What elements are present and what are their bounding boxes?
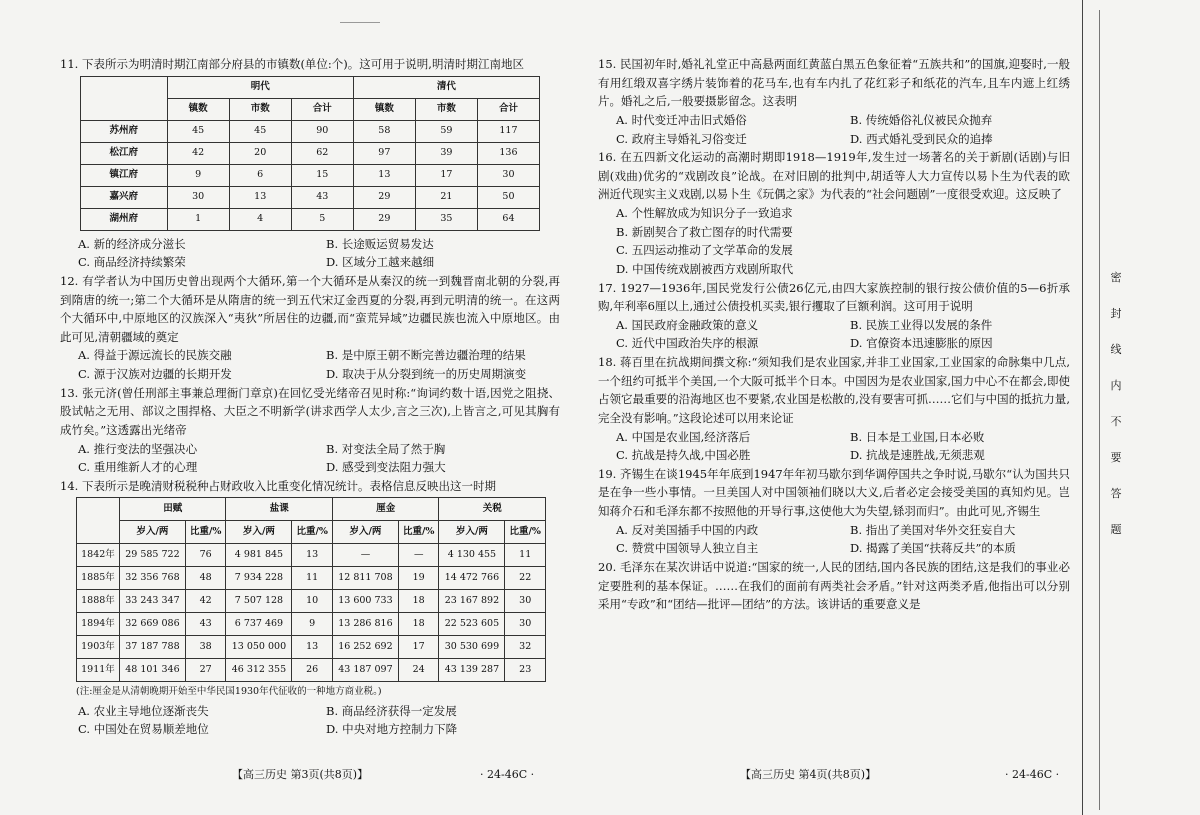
option-a[interactable]: A. 时代变迁冲击旧式婚俗 <box>616 112 747 127</box>
table-row <box>77 636 546 659</box>
question-11-table <box>80 76 540 231</box>
left-footer-title: 【高三历史 第3页(共8页)】 <box>232 768 369 781</box>
left-page <box>60 55 560 739</box>
option-b[interactable]: B. 日本是工业国,日本必败 <box>850 429 985 444</box>
table-cell: 1 <box>167 208 229 230</box>
table-row <box>81 120 540 142</box>
table-row <box>81 142 540 164</box>
column-header: 岁入/两 <box>119 521 185 544</box>
table-cell: 46 312 355 <box>226 659 292 682</box>
table-cell: 97 <box>353 142 415 164</box>
option-d[interactable]: D. 区域分工越来越细 <box>326 255 435 270</box>
tax-header: 厘金 <box>332 498 439 521</box>
option-b[interactable]: B. 民族工业得以发展的条件 <box>850 317 993 332</box>
table-cell: 37 187 788 <box>119 636 185 659</box>
column-header: 镇数 <box>167 98 229 120</box>
table-cell: 48 <box>185 567 226 590</box>
table-cell: 32 356 768 <box>119 567 185 590</box>
row-header: 1903年 <box>77 636 120 659</box>
table-cell: 5 <box>291 208 353 230</box>
table-cell: 42 <box>185 590 226 613</box>
option-b[interactable]: B. 新剧契合了救亡图存的时代需要 <box>616 224 793 239</box>
table-cell: 58 <box>353 120 415 142</box>
table-cell: 4 <box>229 208 291 230</box>
seal-char: 封 <box>1110 307 1122 320</box>
row-header: 1911年 <box>77 659 120 682</box>
table-cell: 33 243 347 <box>119 590 185 613</box>
table-cell: 48 101 346 <box>119 659 185 682</box>
table-cell: 30 <box>477 164 539 186</box>
question-13-options <box>60 440 560 477</box>
table-cell: 14 472 766 <box>439 567 505 590</box>
question-14-stem: 14. 下表所示是晚清财税税种占财政收入比重变化情况统计。表格信息反映出这一时期 <box>60 478 496 493</box>
table-cell: 6 <box>229 164 291 186</box>
table-corner <box>77 498 120 544</box>
binding-line-inner <box>1099 10 1100 810</box>
table-cell: 90 <box>291 120 353 142</box>
row-header: 嘉兴府 <box>81 186 168 208</box>
table-cell: 21 <box>415 186 477 208</box>
table-cell: 13 <box>353 164 415 186</box>
table-cell: 13 050 000 <box>226 636 292 659</box>
table-cell: 11 <box>292 567 333 590</box>
option-d[interactable]: D. 取决于从分裂到统一的历史周期演变 <box>326 367 527 381</box>
table-cell: 13 600 733 <box>332 590 398 613</box>
question-19-options <box>598 521 1070 558</box>
table-cell: 62 <box>291 142 353 164</box>
table-cell: 35 <box>415 208 477 230</box>
seal-char: 内 <box>1110 379 1122 392</box>
table-cell: 136 <box>477 142 539 164</box>
seal-line-notice <box>1108 272 1124 560</box>
option-d[interactable]: D. 抗战是速胜战,无须悲观 <box>850 448 985 463</box>
seal-char: 密 <box>1110 271 1122 284</box>
row-header: 1842年 <box>77 544 120 567</box>
row-header: 1888年 <box>77 590 120 613</box>
table-cell: 43 139 287 <box>439 659 505 682</box>
question-17-stem: 17. 1927—1936年,国民党发行公债26亿元,由四大家族控制的银行按公债价值的5—6折承购,年利率6厘以上,通过公债投机买卖,银行攫取了巨额利润。这可用于说明 <box>598 280 1070 314</box>
table-cell: 10 <box>292 590 333 613</box>
option-c[interactable]: C. 赞赏中国领导人独立自主 <box>616 541 759 556</box>
table-cell: 42 <box>167 142 229 164</box>
table-cell: 15 <box>291 164 353 186</box>
row-header: 镇江府 <box>81 164 168 186</box>
option-d[interactable]: D. 揭露了美国“扶蒋反共”的本质 <box>850 541 1016 556</box>
table-cell: 11 <box>505 544 546 567</box>
top-divider <box>340 22 380 23</box>
question-17-options <box>598 316 1070 353</box>
option-b[interactable]: B. 对变法全局了然于胸 <box>326 441 446 456</box>
option-c[interactable]: C. 重用维新人才的心理 <box>78 460 198 475</box>
table-cell: 13 <box>229 186 291 208</box>
column-header: 岁入/两 <box>439 521 505 544</box>
table-row <box>81 186 540 208</box>
option-c[interactable]: C. 政府主导婚礼习俗变迁 <box>616 131 747 146</box>
table-cell: 23 167 892 <box>439 590 505 613</box>
table-cell: 29 <box>353 186 415 208</box>
question-20-stem: 20. 毛泽东在某次讲话中说道:“国家的统一,人民的团结,国内各民族的团结,这是我们的事业必定要胜利的基本保证。……在我们的面前有两类社会矛盾。”针对这两类矛盾,他指出可以分别采用“专政”和“团结—批评—团结”的方法。该讲话的重要意义是 <box>598 559 1070 612</box>
table-row <box>77 567 546 590</box>
seal-char: 答 <box>1110 487 1122 500</box>
binding-line <box>1082 0 1083 815</box>
left-footer-code: · 24-46C · <box>480 768 535 781</box>
option-a[interactable]: A. 农业主导地位逐渐丧失 <box>78 703 209 718</box>
table-cell: 50 <box>477 186 539 208</box>
table-cell: 12 811 708 <box>332 567 398 590</box>
question-16-stem: 16. 在五四新文化运动的高潮时期即1918—1919年,发生过一场著名的关于新剧(话剧)与旧剧(戏曲)优劣的“戏剧改良”论战。在对旧剧的批判中,胡适等人大力宣传以易卜生为代表的欧洲近代现实主义戏剧,以易卜生《玩偶之家》为代表的“社会问题剧”一度很受欢迎。这反映了 <box>598 150 1070 202</box>
option-c[interactable]: C. 抗战是持久战,中国必胜 <box>616 448 751 463</box>
table-cell: 22 523 605 <box>439 613 505 636</box>
right-footer-code: · 24-46C · <box>1005 768 1060 781</box>
question-19-stem: 19. 齐锡生在谈1945年年底到1947年年初马歇尔到华调停国共之争时说,马歇尔“认为国共只是在争一些小事情。一旦美国人对中国领袖们晓以大义,后者必定会接受美国的真知灼见。岂知蒋介石和毛泽东都不按照他的开导行事,这使他大为失望,铩羽而归”。由此可见,齐锡生 <box>598 466 1070 518</box>
table-row <box>77 590 546 613</box>
table-cell: 9 <box>167 164 229 186</box>
question-13-stem: 13. 张元济(曾任刑部主事兼总理衙门章京)在回忆受光绪帝召见时称:“询词约数十语,因党之阻挠、股试帖之无用、部议之围捍格、大臣之不明新学(讲求西学人太少,言之三次),上皆言之,可见其胸有成竹矣。”这透露出光绪帝 <box>60 385 560 437</box>
row-header: 1885年 <box>77 567 120 590</box>
table-cell: 39 <box>415 142 477 164</box>
option-c[interactable]: C. 五四运动推动了文学革命的发展 <box>616 243 793 258</box>
question-11-options <box>60 235 560 272</box>
option-a[interactable]: A. 个性解放成为知识分子一致追求 <box>616 206 793 220</box>
tax-header: 盐课 <box>226 498 333 521</box>
question-18-options <box>598 428 1070 465</box>
seal-char: 不 <box>1110 415 1122 428</box>
row-header: 苏州府 <box>81 120 168 142</box>
table-cell: 23 <box>505 659 546 682</box>
option-d[interactable]: D. 感受到变法阻力强大 <box>326 460 446 475</box>
option-d[interactable]: D. 西式婚礼受到民众的追捧 <box>850 131 993 146</box>
table-cell: 4 981 845 <box>226 544 292 567</box>
table-cell: 29 <box>353 208 415 230</box>
table-cell: 30 <box>505 590 546 613</box>
table-cell: 22 <box>505 567 546 590</box>
table-cell: 4 130 455 <box>439 544 505 567</box>
table-cell: 19 <box>398 567 439 590</box>
table-cell: 45 <box>229 120 291 142</box>
column-header: 比重/% <box>185 521 226 544</box>
column-header: 比重/% <box>292 521 333 544</box>
table-cell: 27 <box>185 659 226 682</box>
option-c[interactable]: C. 源于汉族对边疆的长期开发 <box>78 367 232 381</box>
tax-header: 关税 <box>439 498 546 521</box>
option-d[interactable]: D. 中央对地方控制力下降 <box>326 722 458 737</box>
table-row <box>81 164 540 186</box>
table-cell: 38 <box>185 636 226 659</box>
option-c[interactable]: C. 近代中国政治失序的根源 <box>616 336 759 351</box>
question-14-note: (注:厘金是从清朝晚期开始至中华民国1930年代征收的一种地方商业税。) <box>76 686 382 698</box>
question-14-table <box>76 497 546 682</box>
question-16-options <box>598 204 1070 279</box>
seal-char: 题 <box>1110 523 1122 536</box>
option-b[interactable]: B. 长途贩运贸易发达 <box>326 236 434 251</box>
column-header: 比重/% <box>505 521 546 544</box>
table-cell: 32 669 086 <box>119 613 185 636</box>
table-cell: 43 187 097 <box>332 659 398 682</box>
column-header: 合计 <box>477 98 539 120</box>
table-row <box>77 544 546 567</box>
option-b[interactable]: B. 商品经济获得一定发展 <box>326 703 457 718</box>
row-header: 松江府 <box>81 142 168 164</box>
column-header: 比重/% <box>398 521 439 544</box>
table-cell: 59 <box>415 120 477 142</box>
column-header: 岁入/两 <box>226 521 292 544</box>
table-cell: 7 507 128 <box>226 590 292 613</box>
table-cell: 29 585 722 <box>119 544 185 567</box>
seal-char: 要 <box>1110 451 1122 464</box>
table-cell: 17 <box>415 164 477 186</box>
era-header: 明代 <box>167 76 353 98</box>
table-cell: 30 530 699 <box>439 636 505 659</box>
column-header: 市数 <box>229 98 291 120</box>
table-cell: 64 <box>477 208 539 230</box>
column-header: 镇数 <box>353 98 415 120</box>
question-15-options <box>598 111 1070 148</box>
question-14-options <box>60 702 560 739</box>
table-cell: 20 <box>229 142 291 164</box>
table-cell: 43 <box>185 613 226 636</box>
row-header: 湖州府 <box>81 208 168 230</box>
table-cell: 13 286 816 <box>332 613 398 636</box>
seal-char: 线 <box>1110 343 1122 356</box>
table-cell: 13 <box>292 544 333 567</box>
table-cell: 76 <box>185 544 226 567</box>
table-corner <box>81 76 168 120</box>
column-header: 市数 <box>415 98 477 120</box>
column-header: 合计 <box>291 98 353 120</box>
table-cell: 43 <box>291 186 353 208</box>
table-cell: 18 <box>398 590 439 613</box>
option-d[interactable]: D. 官僚资本迅速膨胀的原因 <box>850 336 993 351</box>
option-c[interactable]: C. 中国处在贸易顺差地位 <box>78 722 209 737</box>
table-cell: — <box>398 544 439 567</box>
table-cell: — <box>332 544 398 567</box>
option-c[interactable]: C. 商品经济持续繁荣 <box>78 255 186 270</box>
table-cell: 16 252 692 <box>332 636 398 659</box>
table-row <box>77 659 546 682</box>
table-cell: 45 <box>167 120 229 142</box>
tax-header: 田赋 <box>119 498 226 521</box>
table-cell: 117 <box>477 120 539 142</box>
table-cell: 24 <box>398 659 439 682</box>
table-cell: 18 <box>398 613 439 636</box>
table-cell: 17 <box>398 636 439 659</box>
question-12-options <box>60 346 560 383</box>
option-b[interactable]: B. 指出了美国对华外交狂妄自大 <box>850 522 1016 537</box>
table-row <box>81 208 540 230</box>
table-cell: 9 <box>292 613 333 636</box>
option-a[interactable]: A. 新的经济成分滋长 <box>78 236 186 251</box>
option-b[interactable]: B. 传统婚俗礼仪被民众抛弃 <box>850 112 993 127</box>
table-cell: 6 737 469 <box>226 613 292 636</box>
row-header: 1894年 <box>77 613 120 636</box>
question-11-stem: 11. 下表所示为明清时期江南部分府县的市镇数(单位:个)。这可用于说明,明清时期江南地区 <box>60 57 524 71</box>
right-page <box>598 55 1070 614</box>
table-cell: 32 <box>505 636 546 659</box>
question-18-stem: 18. 蒋百里在抗战期间撰文称:“须知我们是农业国家,并非工业国家,工业国家的命脉集中几点,一个纽约可抵半个美国,一个大阪可抵半个日本。中国因为是农业国家,国力中心不在都会,即使占领它最重要的沿海地区也不要紧,农业国是松散的,没有要害可抓……它们与中国的抵抗力量,完全没有影响。”这段论述可以用来论证 <box>598 355 1070 425</box>
table-cell: 13 <box>292 636 333 659</box>
era-header: 清代 <box>353 76 539 98</box>
question-12-stem: 12. 有学者认为中国历史曾出现两个大循环,第一个大循环是从秦汉的统一到魏晋南北朝的分裂,再到隋唐的统一;第二个大循环是从隋唐的统一到五代宋辽金西夏的分裂,再到元明清的统一。在这两个大循环中,中原地区的汉族深入“夷狄”所居住的边疆,而“蛮荒异域”边疆民族也流入中原地区。由此可见,清朝疆域的奠定 <box>60 273 560 344</box>
question-15-stem: 15. 民国初年时,婚礼礼堂正中高悬两面红黄蓝白黑五色象征着“五族共和”的国旗,迎娶时,一般有用红缎双喜字绣片装饰着的花马车,也有车内扎了花红彩子和纸花的汽车,且车内遮上红绣片。婚礼之后,一般要摄影留念。这表明 <box>598 57 1070 109</box>
option-a[interactable]: A. 得益于源远流长的民族交融 <box>78 348 232 363</box>
table-cell: 30 <box>505 613 546 636</box>
option-a[interactable]: A. 反对美国插手中国的内政 <box>616 522 759 537</box>
table-row <box>77 613 546 636</box>
right-footer-title: 【高三历史 第4页(共8页)】 <box>740 768 877 781</box>
table-cell: 7 934 228 <box>226 567 292 590</box>
column-header: 岁入/两 <box>332 521 398 544</box>
table-cell: 26 <box>292 659 333 682</box>
option-a[interactable]: A. 中国是农业国,经济落后 <box>616 429 751 444</box>
option-d[interactable]: D. 中国传统戏剧被西方戏剧所取代 <box>616 261 794 276</box>
option-a[interactable]: A. 国民政府金融政策的意义 <box>616 317 759 332</box>
option-b[interactable]: B. 是中原王朝不断完善边疆治理的结果 <box>326 348 526 363</box>
table-cell: 30 <box>167 186 229 208</box>
option-a[interactable]: A. 推行变法的坚强决心 <box>78 441 198 456</box>
